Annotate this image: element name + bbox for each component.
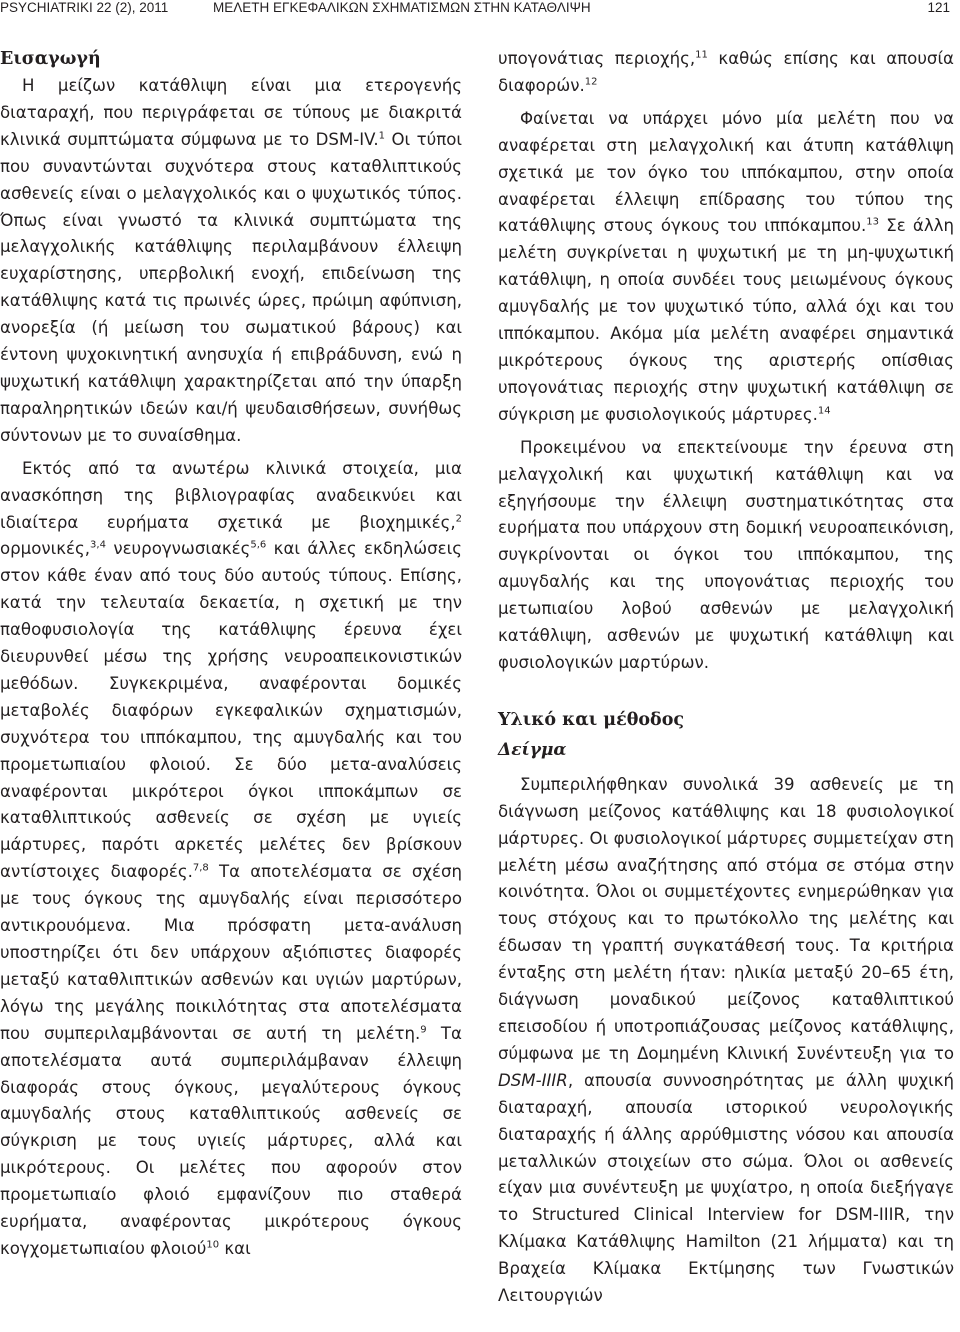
intro-paragraph-3: Φαίνεται να υπάρχει μόνο μία μελέτη που να αναφέρεται στη μελαγχολική και άτυπη κατάθλιψη σχετικά με τον όγκο του ιππόκαμπου, στην οποία αναφέρεται έλλειψη επίδρασης του τύπου της κατάθλιψης στους όγκους του ιππόκαμπου.$^{13}$ Σε άλλη μελέτη συγκρίνεται η ψυχωτική με τη μη-ψυχωτική κατάθλιψη, η οποία συνδέει τους μειωμένους όγκους αμυγδαλής με τον ψυχωτικό τύπο, αλλά όχι και του ιππόκαμπου. Ακόμα μία μελέτη αναφέρει σημαντικά μικρότερους όγκους της αριστερής οπίσθιας υπογονάτιας περιοχής στην ψυχωτική κατάθλιψη σε σύγκριση με φυσιολογικούς μάρτυρες.$^{14}$ — [498, 108, 954, 424]
citation-ref: 7,8 — [192, 862, 209, 874]
left-column — [0, 46, 462, 1263]
citation-ref: 14 — [817, 405, 831, 417]
citation-ref: 11 — [695, 49, 708, 61]
section-heading-methods: Υλικό και μέθοδος — [498, 709, 685, 730]
citation-ref: 1 — [378, 130, 385, 142]
section-heading-introduction: Εισαγωγή — [0, 49, 101, 69]
intro-paragraph-4: Προκειμένου να επεκτείνουμε την έρευνα στη μελαγχολική και ψυχωτική κατάθλιψη και να εξηγήσουμε την έλλειψη συστηματικότητας στα ευρήματα που υπάρχουν στη δομική νευροαπεικόνιση, συγκρίνονται οι όγκοι του ιππόκαμπου, της αμυγδαλής και της υπογονάτιας περιοχής του μετωπιαίου λοβού ασθενών με μελαγχολική κατάθλιψη, ασθενών με ψυχωτική κατάθλιψη και φυσιολογικών μαρτύρων. — [498, 437, 954, 672]
citation-ref: 12 — [584, 76, 598, 88]
sample-paragraph: Συμπεριλήφθηκαν συνολικά 39 ασθενείς με τη διάγνωση μείζονος κατάθλιψης και 18 φυσιολογικοί μάρτυρες. Οι φυσιολογικοί μάρτυρες συμμετείχαν στη μελέτη μέσω αναζήτησης από στόμα σε στόμα στην κοινότητα. Όλοι οι συμμετέχοντες ενημερώθηκαν για τους στόχους και το πρωτόκολλο της μελέτης και έδωσαν τη γραπτή συγκατάθεσή τους. Τα κριτήρια ένταξης στη μελέτη ήταν: ηλικία μεταξύ 20–65 έτη, διάγνωση μοναδικού μείζονος καταθλιπτικού επεισοδίου ή υποτροπιάζουσας μείζονος κατάθλιψης, σύμφωνα με τη Δομημένη Κλινική Συνέντευξη για το DSM-IIIR, απουσία συννοσηρότητας με άλλη ψυχική διαταραχή, απουσία ιστορικού νευρολογικής διαταραχής ή άλλης αρρύθμιστης νόσου και απουσία μεταλλικών στοιχείων στο σώμα. Όλοι οι ασθενείς είχαν μια συνέντευξη με ψυχίατρο, η οποία διεξήγαγε το Structured Clinical Interview for DSM-IIIR, την Κλίμακα Κατάθλιψης Hamilton (21 λήμματα) και τη Βραχεία Κλίμακα Εκτίμησης των Γνωστικών Λειτουργιών — [498, 774, 954, 1306]
citation-ref: 13 — [866, 216, 880, 228]
italic-term: DSM-IIIR — [498, 1070, 568, 1090]
continued-paragraph: υπογονάτιας περιοχής,$^{11}$ καθώς επίσης και απουσία διαφορών.$^{12}$ — [498, 49, 954, 95]
journal-name: PSYCHIATRIKI 22 (2), 2011 — [0, 0, 169, 15]
subsection-heading-sample: Δείγμα — [498, 739, 567, 760]
citation-ref: 9 — [420, 1024, 427, 1036]
citation-ref: 10 — [206, 1239, 220, 1251]
intro-paragraph-1: Η μείζων κατάθλιψη είναι μια ετερογενής διαταραχή, που περιγράφεται σε τύπους με διακριτά κλινικά συμπτώματα σύμφωνα με το DSM-IV.$^1$ Οι τύποι που συναντώνται συχνότερα στους καταθλιπτικούς ασθενείς είναι ο μελαγχολικός και ο ψυχωτικός τύπος. Όπως είναι γνωστό τα κλινικά συμπτώματα της μελαγχολικής κατάθλιψης περιλαμβάνουν έλλειψη ευχαρίστησης, υπερβολική ενοχή, επιδείνωση της κατάθλιψης κατά τις πρωινές ώρες, πρώιμη αφύπνιση, ανορεξία (ή μείωση του σωματικού βάρους) και έντονη ψυχοκινητική ανησυχία ή επιβράδυνση, ενώ η ψυχωτική κατάθλιψη χαρακτηρίζεται από την ύπαρξη παραληρητικών ιδεών και/ή ψευδαισθήσεων, συνήθως σύντονων με το συναίσθημα. — [0, 76, 462, 445]
running-title: ΜΕΛΕΤΗ ΕΓΚΕΦΑΛΙΚΩΝ ΣΧΗΜΑΤΙΣΜΩΝ ΣΤΗΝ ΚΑΤΑΘΛΙΨΗ — [213, 0, 591, 15]
right-column — [498, 46, 954, 1310]
citation-ref: 3,4 — [90, 539, 106, 551]
intro-paragraph-2: Εκτός από τα ανωτέρω κλινικά στοιχεία, μια ανασκόπηση της βιβλιογραφίας αναδεικνύει και ιδιαίτερα ευρήματα σχετικά με βιοχημικές,$^2$ ορμονικές,$^{3,4}$ νευρογνωσιακές$^{5,6}$ και άλλες εκδηλώσεις στον κάθε έναν από τους δύο αυτούς τύπους. Επίσης, κατά την τελευταία δεκαετία, η σχετική με την παθοφυσιολογία της κατάθλιψης έρευνα έχει διευρυνθεί μέσω της χρήσης νευροαπεικονιστικών μεθόδων. Συγκεκριμένα, αναφέρονται δομικές μεταβολές διαφόρων εγκεφαλικών σχηματισμών, συχνότερα του ιππόκαμπου, της αμυγδαλής και του προμετωπιαίου φλοιού. Σε δύο μετα-αναλύσεις αναφέρονται μικρότεροι όγκοι ιπποκάμπων σε καταθλιπτικούς ασθενείς σε σχέση με υγιείς μάρτυρες, παρότι αρκετές μελέτες δεν βρίσκουν αντίστοιχες διαφορές.$^{7,8}$ Τα αποτελέσματα σε σχέση με τους όγκους της αμυγδαλής είναι περισσότερο αντικρουόμενα. Μια πρόσφατη μετα-ανάλυση υποστηρίζει ότι δεν υπάρχουν αξιόπιστες διαφορές μεταξύ καταθλιπτικών ασθενών και υγιών μαρτύρων, λόγω της μεγάλης ποικιλότητας στα αποτελέσματα που συμπεριλαμβάνονται σε αυτή τη μελέτη.$^9$ Τα αποτελέσματα αυτά συμπεριλάμβαναν έλλειψη διαφοράς στους όγκους, μεγαλύτερους όγκους αμυγδαλής στους καταθλιπτικούς ασθενείς σε σύγκριση με τους υγιείς μάρτυρες, αλλά και μικρότερους. Οι μελέτες που αφορούν στον προμετωπιαίο φλοιό εμφανίζουν πιο σταθερά ευρήματα, αναφέροντας μικρότερους όγκους κογχομετωπιαίου φλοιού$^{10}$ και — [0, 458, 462, 1258]
citation-ref: 5,6 — [250, 539, 267, 551]
citation-ref: 2 — [455, 512, 462, 524]
page-number: 121 — [927, 0, 950, 15]
running-header — [0, 0, 960, 18]
